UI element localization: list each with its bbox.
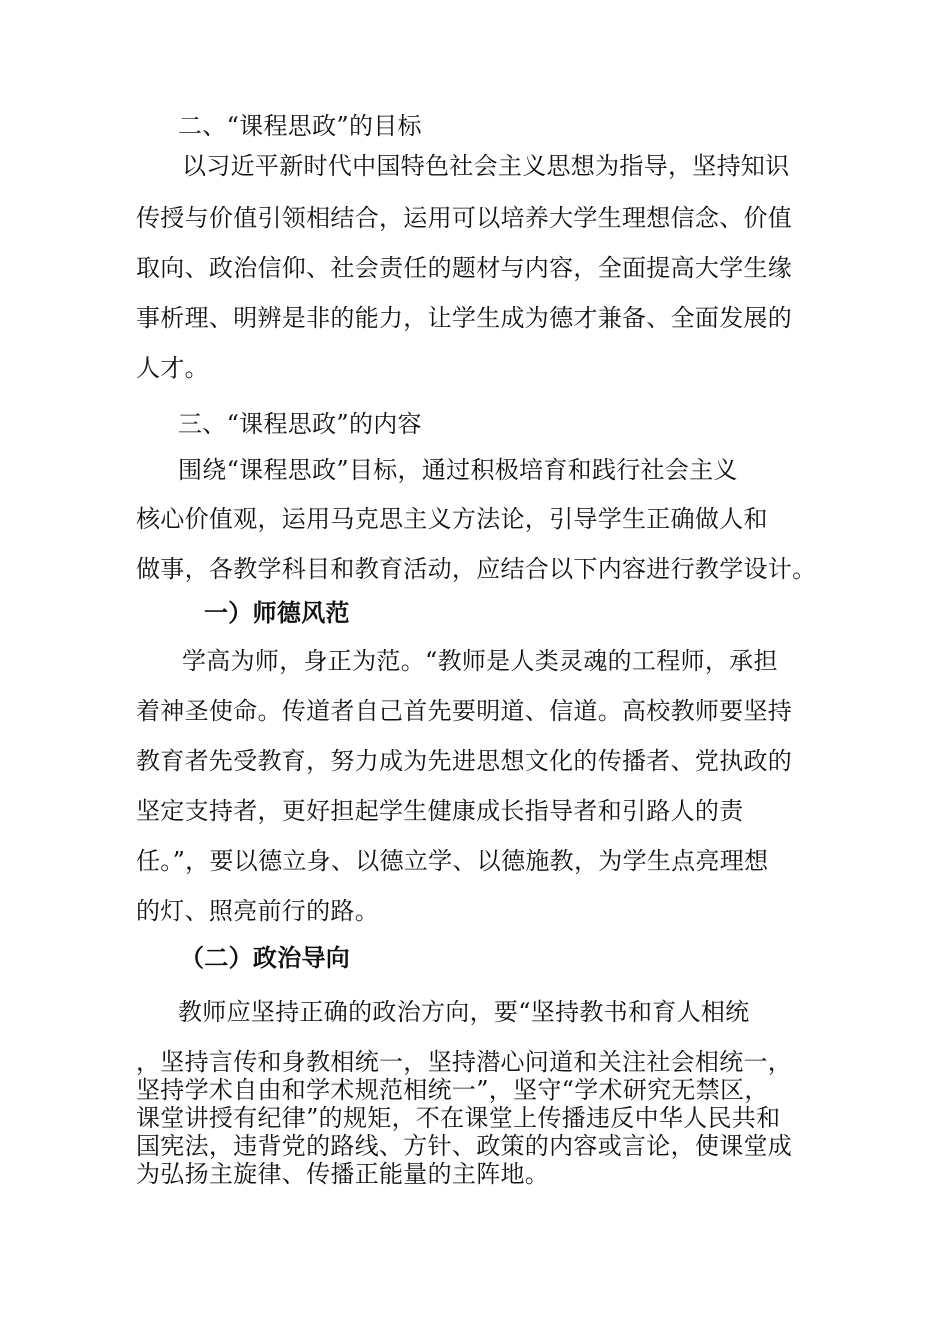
paragraph-line: 学高为师，身正为范。“教师是人类灵魂的工程师，承担 — [182, 647, 778, 675]
paragraph-line: 为弘扬主旋律、传播正能量的主阵地。 — [136, 1160, 550, 1188]
paragraph-line: 国宪法，违背党的路线、方针、政策的内容或言论，使课堂成 — [136, 1132, 793, 1160]
subsection-heading-teacher-ethics: 一）师德风范 — [204, 599, 350, 627]
paragraph-line: 围绕“课程思政”目标，通过积极培育和践行社会主义 — [178, 456, 738, 484]
paragraph-line: 取向、政治信仰、社会责任的题材与内容，全面提高大学生缘 — [136, 254, 793, 282]
paragraph-line: 坚持学术自由和学术规范相统一”，坚守“学术研究无禁区， — [136, 1076, 769, 1104]
paragraph-line: 事析理、明辨是非的能力，让学生成为德才兼备、全面发展的 — [136, 304, 793, 332]
paragraph-line: 任。”，要以德立身、以德立学、以德施教，为学生点亮理想 — [136, 847, 769, 875]
section-heading-goals: 二、“课程思政”的目标 — [178, 112, 422, 140]
paragraph-line: 课堂讲授有纪律”的规矩，不在课堂上传播违反中华人民共和 — [136, 1104, 781, 1132]
paragraph-line: 核心价值观，运用马克思主义方法论，引导学生正确做人和 — [136, 505, 768, 533]
paragraph-line: 着神圣使命。传道者自己首先要明道、信道。高校教师要坚持 — [136, 697, 793, 725]
paragraph-line: 坚定支持者，更好担起学生健康成长指导者和引路人的责 — [136, 797, 744, 825]
paragraph-line: 教师应坚持正确的政治方向，要“坚持教书和育人相统 — [178, 998, 750, 1026]
paragraph-line: 传授与价值引领相结合，运用可以培养大学生理想信念、价值 — [136, 204, 793, 232]
section-heading-content: 三、“课程思政”的内容 — [178, 410, 422, 438]
paragraph-line: 做事，各教学科目和教育活动，应结合以下内容进行教学设计。 — [136, 555, 817, 583]
subsection-heading-political-orientation: （二）政治导向 — [180, 944, 351, 972]
paragraph-line: 以习近平新时代中国特色社会主义思想为指导，坚持知识 — [182, 152, 790, 180]
paragraph-line: 人才。 — [136, 354, 209, 382]
paragraph-line: 的灯、照亮前行的路。 — [136, 897, 379, 925]
paragraph-line: 教育者先受教育，努力成为先进思想文化的传播者、党执政的 — [136, 747, 793, 775]
paragraph-line: ，坚持言传和身教相统一，坚持潜心问道和关注社会相统一， — [136, 1048, 793, 1076]
